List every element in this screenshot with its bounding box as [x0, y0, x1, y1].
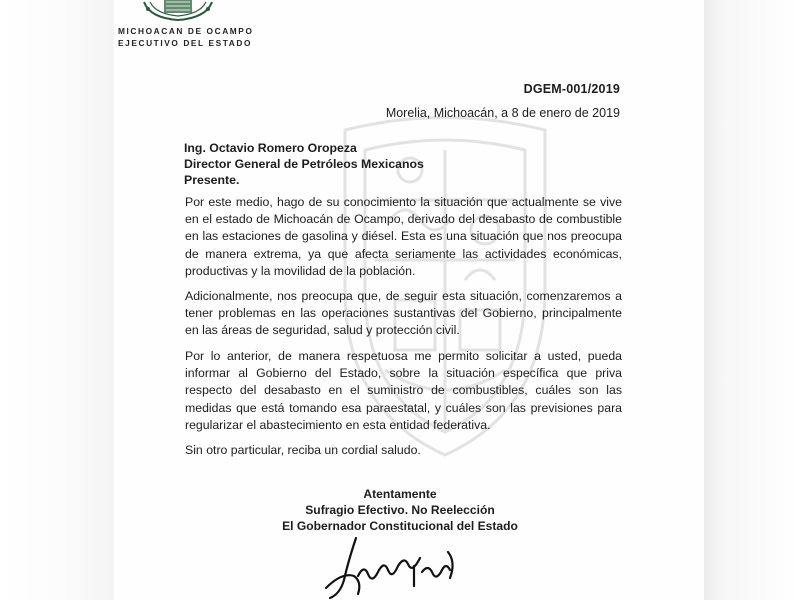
recipient-block: [184, 140, 424, 188]
document-reference: DGEM-001/2019: [523, 82, 620, 96]
place-and-date: Morelia, Michoacán, a 8 de enero de 2019: [385, 106, 620, 120]
closing-line-3: El Gobernador Constitucional del Estado: [282, 519, 518, 533]
scan-margin-right: [704, 0, 800, 600]
recipient-name: Ing. Octavio Romero Oropeza: [184, 141, 357, 155]
state-seal-icon: [140, 0, 216, 22]
scan-margin-left: [0, 0, 114, 600]
closing-line-2: Sufragio Efectivo. No Reelección: [305, 503, 495, 517]
letterhead-state-name: MICHOACAN DE OCAMPO: [118, 26, 254, 36]
closing-block: [250, 486, 550, 534]
recipient-salutation: Presente.: [184, 173, 240, 187]
body-paragraph-4: Sin otro particular, reciba un cordial saludo.: [185, 443, 421, 457]
recipient-title: Director General de Petróleos Mexicanos: [184, 157, 424, 171]
body-paragraph-2: Adicionalmente, nos preocupa que, de seguir esta situación, comenzaremos a tener problemas en las operaciones sustantivas del Gobierno, principalmente en las áreas de seguridad, salud y protección civil.: [185, 289, 622, 338]
handwritten-signature-icon: [318, 532, 478, 600]
letterhead-office: EJECUTIVO DEL ESTADO: [118, 38, 253, 48]
closing-line-1: Atentamente: [363, 487, 437, 501]
body-paragraph-3: Por lo anterior, de manera respetuosa me permito solicitar a usted, pueda informar al Gobierno del Estado, sobre la situación específica que priva respecto del desabasto en el suministro de combustibles, cuáles son las medidas que está tomando esa paraestatal, y cuáles son las previsiones para regularizar el abastecimiento en esta entidad federativa.: [185, 349, 622, 432]
body-paragraph-1: Por este medio, hago de su conocimiento la situación que actualmente se vive en el estado de Michoacán de Ocampo, derivado del desabasto de combustible en las estaciones de gasolina y diésel. Esta es una situación que nos preocupa de manera extrema, ya que afecta seriamente las actividades económicas, productivas y la movilidad de la población.: [185, 195, 622, 278]
